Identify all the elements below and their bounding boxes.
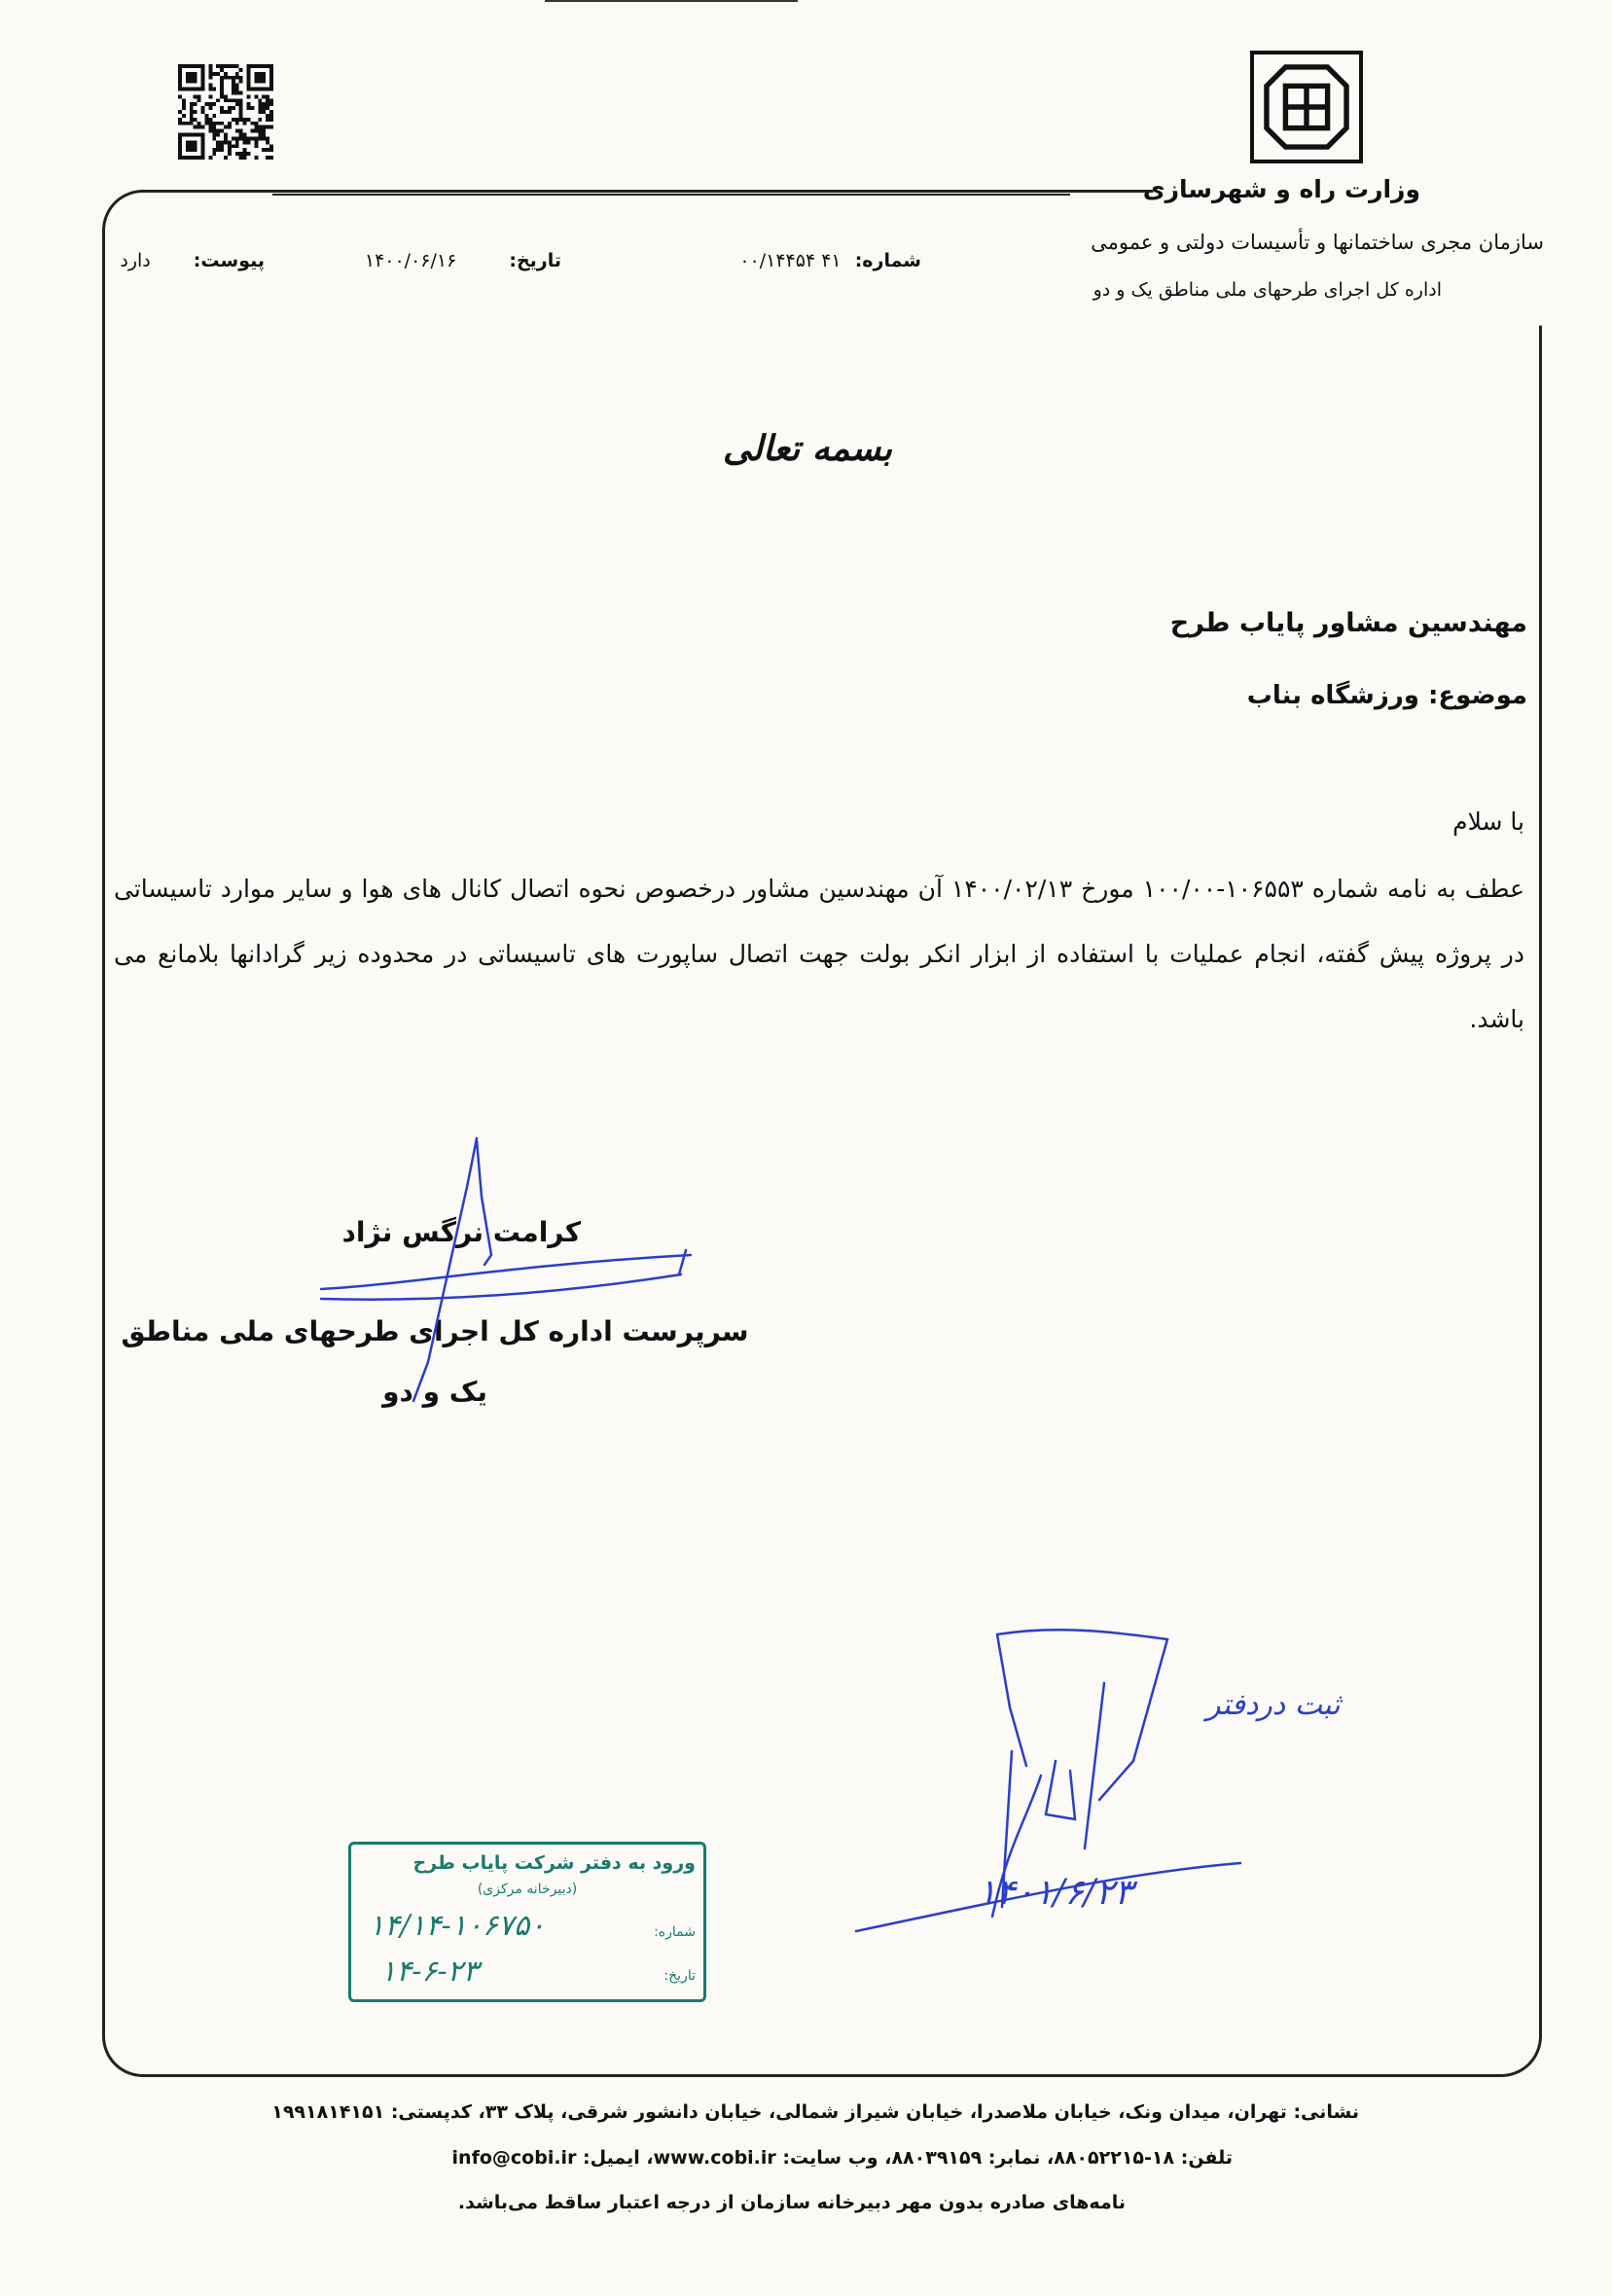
letter-attachment-label: پیوست: xyxy=(193,250,265,271)
letter-body: عطف به نامه شماره ۱۰۶۵۵۳-۱۰۰/۰۰ مورخ ۱۴۰۰/۰۲/۱۳ آن مهندسین مشاور درخصوص نحوه اتصال کانال های هوا و سایر موارد تاسیساتی در پروژه پیش گفته، انجام عملیات با استفاده از ابزار انکر بولت جهت اتصال ساپورت های تاسیساتی در محدوده زیر گرادانها بلامانع می باشد. xyxy=(114,875,1524,1033)
receipt-stamp xyxy=(348,1842,706,2002)
ministry-logo xyxy=(1250,51,1363,163)
stamp-subtitle: (دبیرخانه مرکزی) xyxy=(477,1882,578,1897)
subject-line: موضوع: ورزشگاه بناب xyxy=(1246,681,1527,710)
handwritten-date: ۱۴۰۱/۶/۲۳ xyxy=(978,1873,1133,1913)
addressee: مهندسین مشاور پایاب طرح xyxy=(1169,608,1527,638)
bismillah-heading: بسمه تعالی xyxy=(722,428,893,469)
organization-name: سازمان مجری ساختمانها و تأسیسات دولتی و عمومی xyxy=(1091,231,1544,254)
signer-title: سرپرست اداره کل اجرای طرحهای ملی مناطق یک و دو xyxy=(121,1315,749,1408)
ministry-name: وزارت راه و شهرسازی xyxy=(1142,175,1420,203)
handwritten-note: ثبت دردفتر xyxy=(1206,1688,1341,1722)
stamp-title: ورود به دفتر شرکت پایاب طرح xyxy=(412,1852,696,1874)
stamp-date-value: ۱۴-۶-۲۳ xyxy=(380,1955,479,1989)
stamp-date-label: تاریخ: xyxy=(663,1968,696,1984)
footer-contact: تلفن: ۱۸-۸۸۰۵۲۲۱۵، نمابر: ۸۸۰۳۹۱۵۹، وب سایت: www.cobi.ir، ایمیل: info@cobi.ir xyxy=(451,2147,1233,2169)
footer-notice: نامه‌های صادره بدون مهر دبیرخانه سازمان از درجه اعتبار ساقط می‌باشد. xyxy=(457,2192,1126,2213)
letter-number-value: ۴۱ ۰۰/۱۴۴۵۴ xyxy=(739,250,842,271)
signature-scribble xyxy=(292,1129,700,1411)
letter-number-label: شماره: xyxy=(854,250,921,271)
letter-date-value: ۱۴۰۰/۰۶/۱۶ xyxy=(364,250,457,271)
qr-code xyxy=(178,64,273,160)
stamp-number-label: شماره: xyxy=(654,1924,696,1940)
salutation: با سلام xyxy=(1452,807,1524,836)
letter-date-label: تاریخ: xyxy=(509,250,561,271)
footer-address: نشانی: تهران، میدان ونک، خیابان ملاصدرا، خیابان شیراز شمالی، خیابان دانشور شرقی، پلاک ۳۳، کدپستی: ۱۹۹۱۸۱۴۱۵۱ xyxy=(271,2101,1359,2123)
signer-name: کرامت نرگس نژاد xyxy=(341,1216,581,1248)
stamp-number-value: ۱۴/۱۴-۱۰۶۷۵۰ xyxy=(369,1909,546,1943)
department-name: اداره کل اجرای طرحهای ملی مناطق یک و دو xyxy=(1093,279,1442,301)
letter-attachment-value: دارد xyxy=(120,250,151,271)
top-edge-line xyxy=(545,0,798,2)
